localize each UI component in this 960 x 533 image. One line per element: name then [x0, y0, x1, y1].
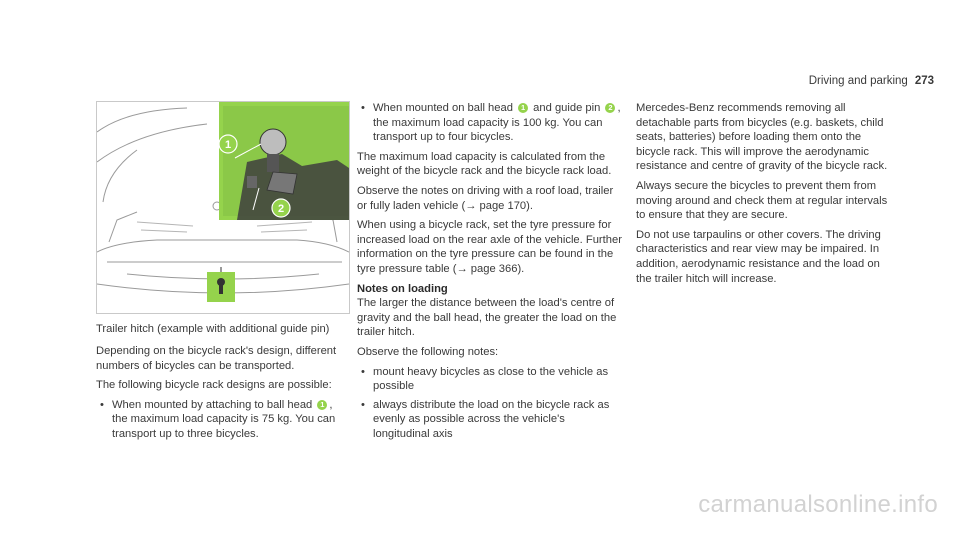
page-number: 273	[914, 75, 934, 87]
paragraph: Do not use tarpaulins or other covers. The driving characteristics and rear view may be impaired. In addition, aerodynamic resistance and the load on the trailer hitch will increase.	[636, 228, 881, 285]
list-item: • When mounted by attaching to ball head 1 , the maximum load capacity is 75 kg. You can transport up to three bicycles.	[96, 398, 348, 442]
bullet-list	[357, 365, 622, 442]
callout-badge: 1	[317, 400, 327, 410]
paragraph: The larger the distance between the load's centre of gravity and the ball head, the greater the load on the trailer hitch.	[357, 297, 617, 339]
list-item: • When mounted on ball head 1 and guide pin 2 , the maximum load capacity is 100 kg. You can transport up to four bicycles.	[357, 101, 622, 145]
paragraph: Observe the following notes:	[357, 345, 499, 358]
watermark: carmanualsonline.info	[698, 491, 938, 518]
callout-badge: 2	[605, 103, 615, 113]
callout-badge: 1	[518, 103, 528, 113]
paragraph: Always secure the bicycles to prevent them from moving around and check them at regular intervals to ensure that they are secure.	[636, 179, 888, 222]
page-header	[809, 74, 934, 89]
column-2	[357, 101, 622, 446]
list-item: • always distribute the load on the bicycle rack as evenly as possible across the vehicle's longitudinal axis	[357, 398, 622, 442]
bullet-list	[357, 101, 622, 145]
paragraph: When using a bicycle rack, set the tyre pressure for increased load on the rear axle of the vehicle. Further information on the tyre pressure can be found in the tyre pressure table (→ page 366).	[357, 219, 622, 275]
paragraph: Observe the notes on driving with a roof load, trailer or fully laden vehicle (→ page 170).	[357, 184, 614, 212]
hitch-location-marker	[207, 267, 235, 302]
paragraph: The following bicycle rack designs are possible:	[96, 379, 332, 392]
callout-1-label: 1	[224, 139, 232, 151]
paragraph: Depending on the bicycle rack's design, different numbers of bicycles can be transported.	[96, 345, 337, 372]
paragraph: Mercedes-Benz recommends removing all detachable parts from bicycles (e.g. baskets, child seats, batteries) before loading them onto the bicycle rack. This will improve the aerodynamic resistance and centre of gravity of the bicycle rack.	[636, 102, 888, 173]
car-rear-illustration	[97, 102, 349, 313]
callout-2-label: 2	[277, 203, 285, 215]
figure-caption: Trailer hitch (example with additional guide pin)	[96, 323, 330, 335]
list-item: • mount heavy bicycles as close to the vehicle as possible	[357, 365, 622, 394]
bullet-list	[96, 398, 348, 442]
column-3	[636, 101, 898, 291]
trailer-hitch-figure	[96, 101, 350, 314]
column-1	[96, 344, 348, 447]
paragraph: The maximum load capacity is calculated from the weight of the bicycle rack and the bicycle rack load.	[357, 150, 612, 178]
section-title: Driving and parking	[808, 75, 908, 87]
section-heading: Notes on loading	[357, 282, 448, 295]
